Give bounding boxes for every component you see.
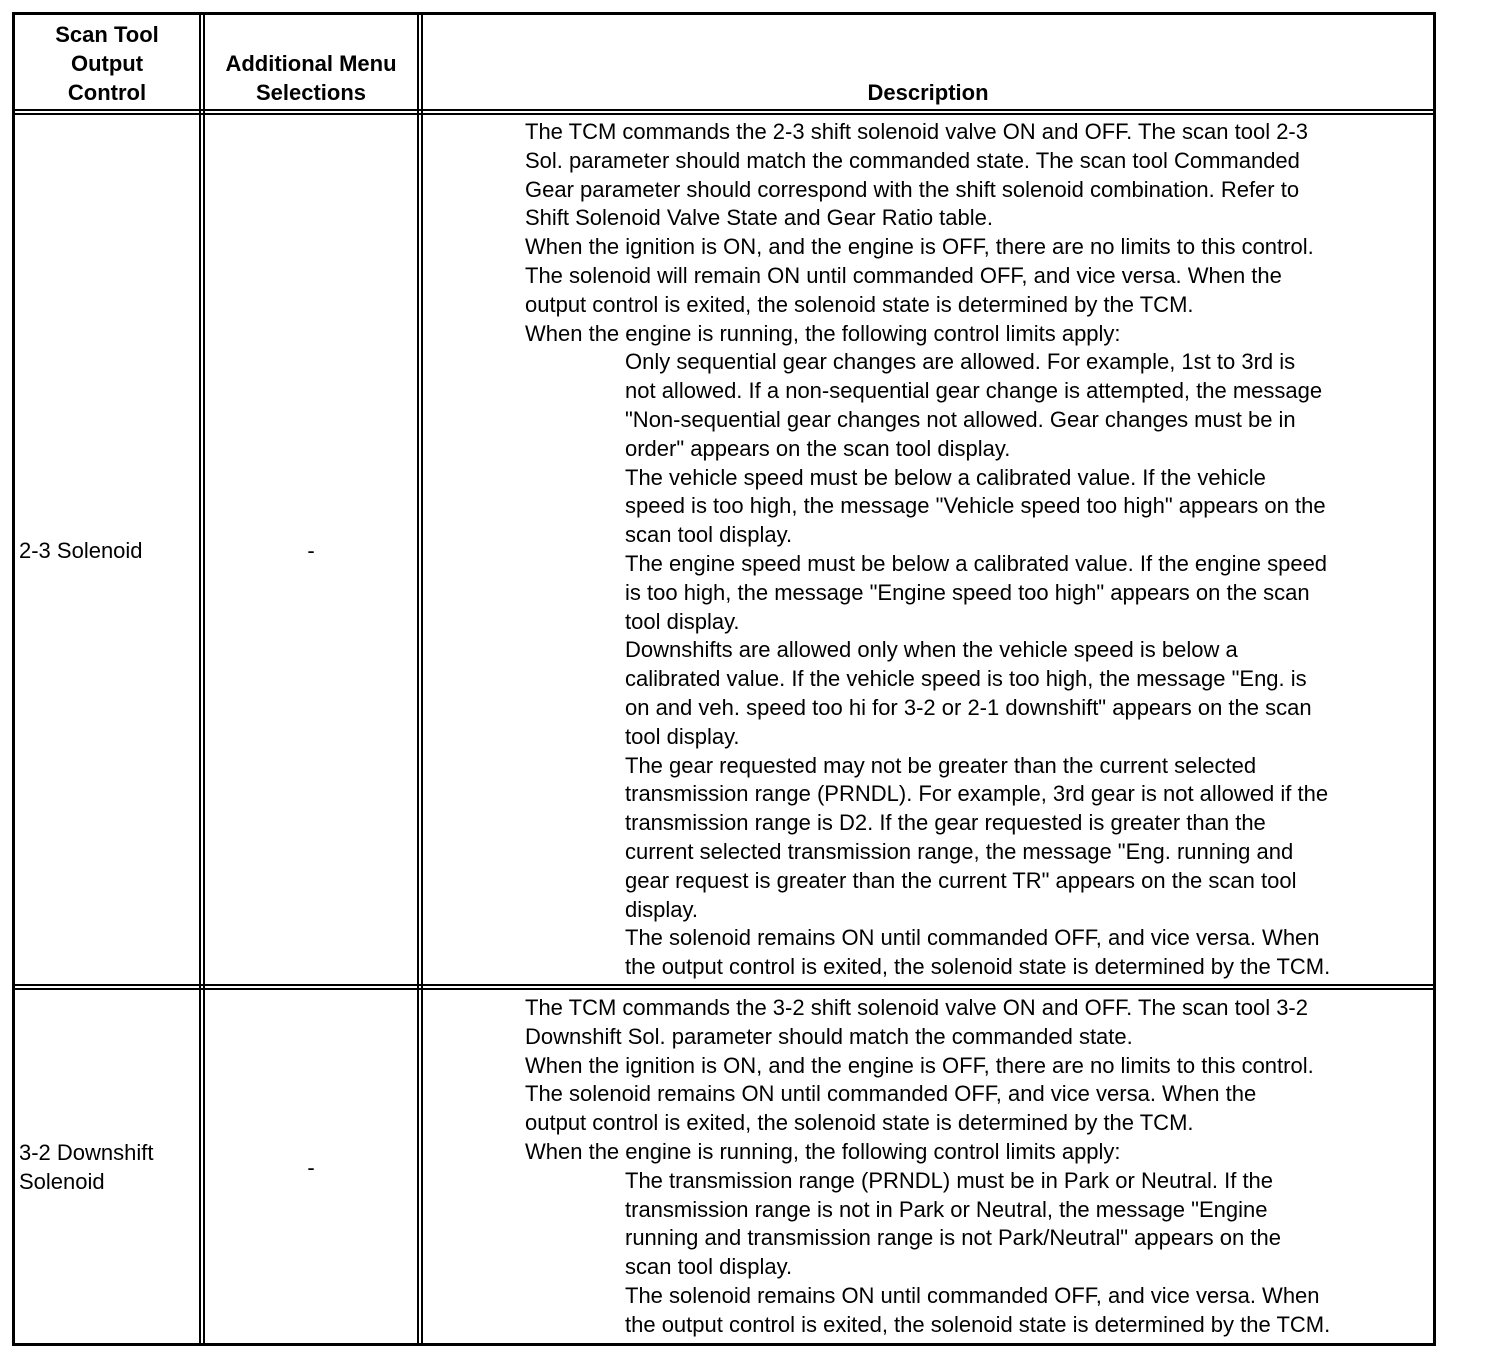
description-line: The gear requested may not be greater than the current selected [625,752,1257,778]
description-line: The TCM commands the 2-3 shift solenoid valve ON and OFF. The scan tool 2-3 [525,119,1308,144]
description-line: speed is too high, the message "Vehicle speed too high" appears on the [625,493,1326,519]
header-output-control [15,20,199,107]
description-line: the output control is exited, the solenoid state is determined by the TCM. [625,1311,1331,1337]
description-line: calibrated value. If the vehicle speed is too high, the message "Eng. is [625,666,1307,692]
column-divider-1 [199,12,201,1346]
control-name-line: Solenoid [19,1169,105,1194]
description-line: Shift Solenoid Valve State and Gear Ratio table. [525,205,993,231]
row-rule [12,984,1436,986]
description-line: The solenoid will remain ON until commanded OFF, and vice versa. When the [525,262,1282,288]
description-line: transmission range is D2. If the gear requested is greater than the [625,810,1266,836]
description-line: The TCM commands the 3-2 shift solenoid valve ON and OFF. The scan tool 3-2 [525,995,1308,1020]
description-line: Gear parameter should correspond with the shift solenoid combination. Refer to [525,176,1300,202]
description-line: current selected transmission range, the message "Eng. running and [625,838,1294,864]
description-line: order" appears on the scan tool display. [625,435,1011,461]
header-additional-menu [205,49,417,107]
header-rule [12,109,1436,111]
description-line: The engine speed must be below a calibrated value. If the engine speed [625,550,1328,576]
header-rule-b [12,113,1436,115]
description-line: When the ignition is ON, and the engine is OFF, there are no limits to this control. [525,234,1314,260]
description-line: "Non-sequential gear changes not allowed. Gear changes must be in [625,406,1296,432]
description-line: gear request is greater than the current TR" appears on the scan tool [625,867,1297,893]
header-output-control-line: Scan Tool [55,22,159,47]
description-line: is too high, the message "Engine speed too high" appears on the scan [625,579,1310,605]
description-line: Downshift Sol. parameter should match the commanded state. [525,1023,1133,1049]
description-line: the output control is exited, the solenoid state is determined by the TCM. [625,954,1331,980]
description-line: running and transmission range is not Park/Neutral" appears on the [625,1225,1281,1251]
header-additional-menu-line: Selections [255,80,367,105]
description-line: When the engine is running, the following control limits apply: [525,1138,1121,1164]
description-line: scan tool display. [625,1254,793,1280]
description-line: transmission range is not in Park or Neutral, the message "Engine [625,1196,1268,1222]
description-line: The transmission range (PRNDL) must be in Park or Neutral. If the [625,1167,1274,1193]
header-description: Description [867,80,989,105]
row-rule-b [12,988,1436,990]
description-line: tool display. [625,608,740,634]
description-line: The solenoid remains ON until commanded OFF, and vice versa. When the [525,1081,1257,1107]
header-additional-menu-line: Additional Menu [225,51,397,76]
description-line: not allowed. If a non-sequential gear change is attempted, the message [625,378,1323,404]
description-line: The solenoid remains ON until commanded OFF, and vice versa. When [625,1282,1320,1308]
description-line: The solenoid remains ON until commanded OFF, and vice versa. When [625,925,1320,951]
column-divider-2 [417,12,419,1346]
column-divider-2b [421,12,423,1346]
control-name-line: 2-3 Solenoid [19,538,143,563]
row-2-3-control [19,536,143,565]
row-3-2-control [19,1138,154,1196]
row-3-2-selection: - [307,1155,315,1180]
header-output-control-line: Output [70,51,144,76]
header-output-control-line: Control [67,80,147,105]
description-line: output control is exited, the solenoid state is determined by the TCM. [525,291,1194,317]
description-line: When the ignition is ON, and the engine is OFF, there are no limits to this control. [525,1052,1314,1078]
description-line: Sol. parameter should match the commanded state. The scan tool Commanded [525,147,1300,173]
control-name-line: 3-2 Downshift [19,1140,154,1165]
row-3-2-description [525,994,1330,1340]
description-line: scan tool display. [625,522,793,548]
description-line: on and veh. speed too hi for 3-2 or 2-1 downshift" appears on the scan [625,694,1312,720]
description-line: transmission range (PRNDL). For example, 3rd gear is not allowed if the [625,781,1329,807]
description-line: Downshifts are allowed only when the vehicle speed is below a [625,637,1238,663]
description-line: The vehicle speed must be below a calibrated value. If the vehicle [625,464,1266,490]
row-2-3-description [525,118,1330,982]
row-2-3-selection: - [307,538,315,563]
description-line: tool display. [625,723,740,749]
column-divider-1b [203,12,205,1346]
description-line: Only sequential gear changes are allowed. For example, 1st to 3rd is [625,349,1296,375]
description-line: display. [625,896,698,922]
description-line: output control is exited, the solenoid state is determined by the TCM. [525,1110,1194,1136]
description-line: When the engine is running, the following control limits apply: [525,320,1121,346]
